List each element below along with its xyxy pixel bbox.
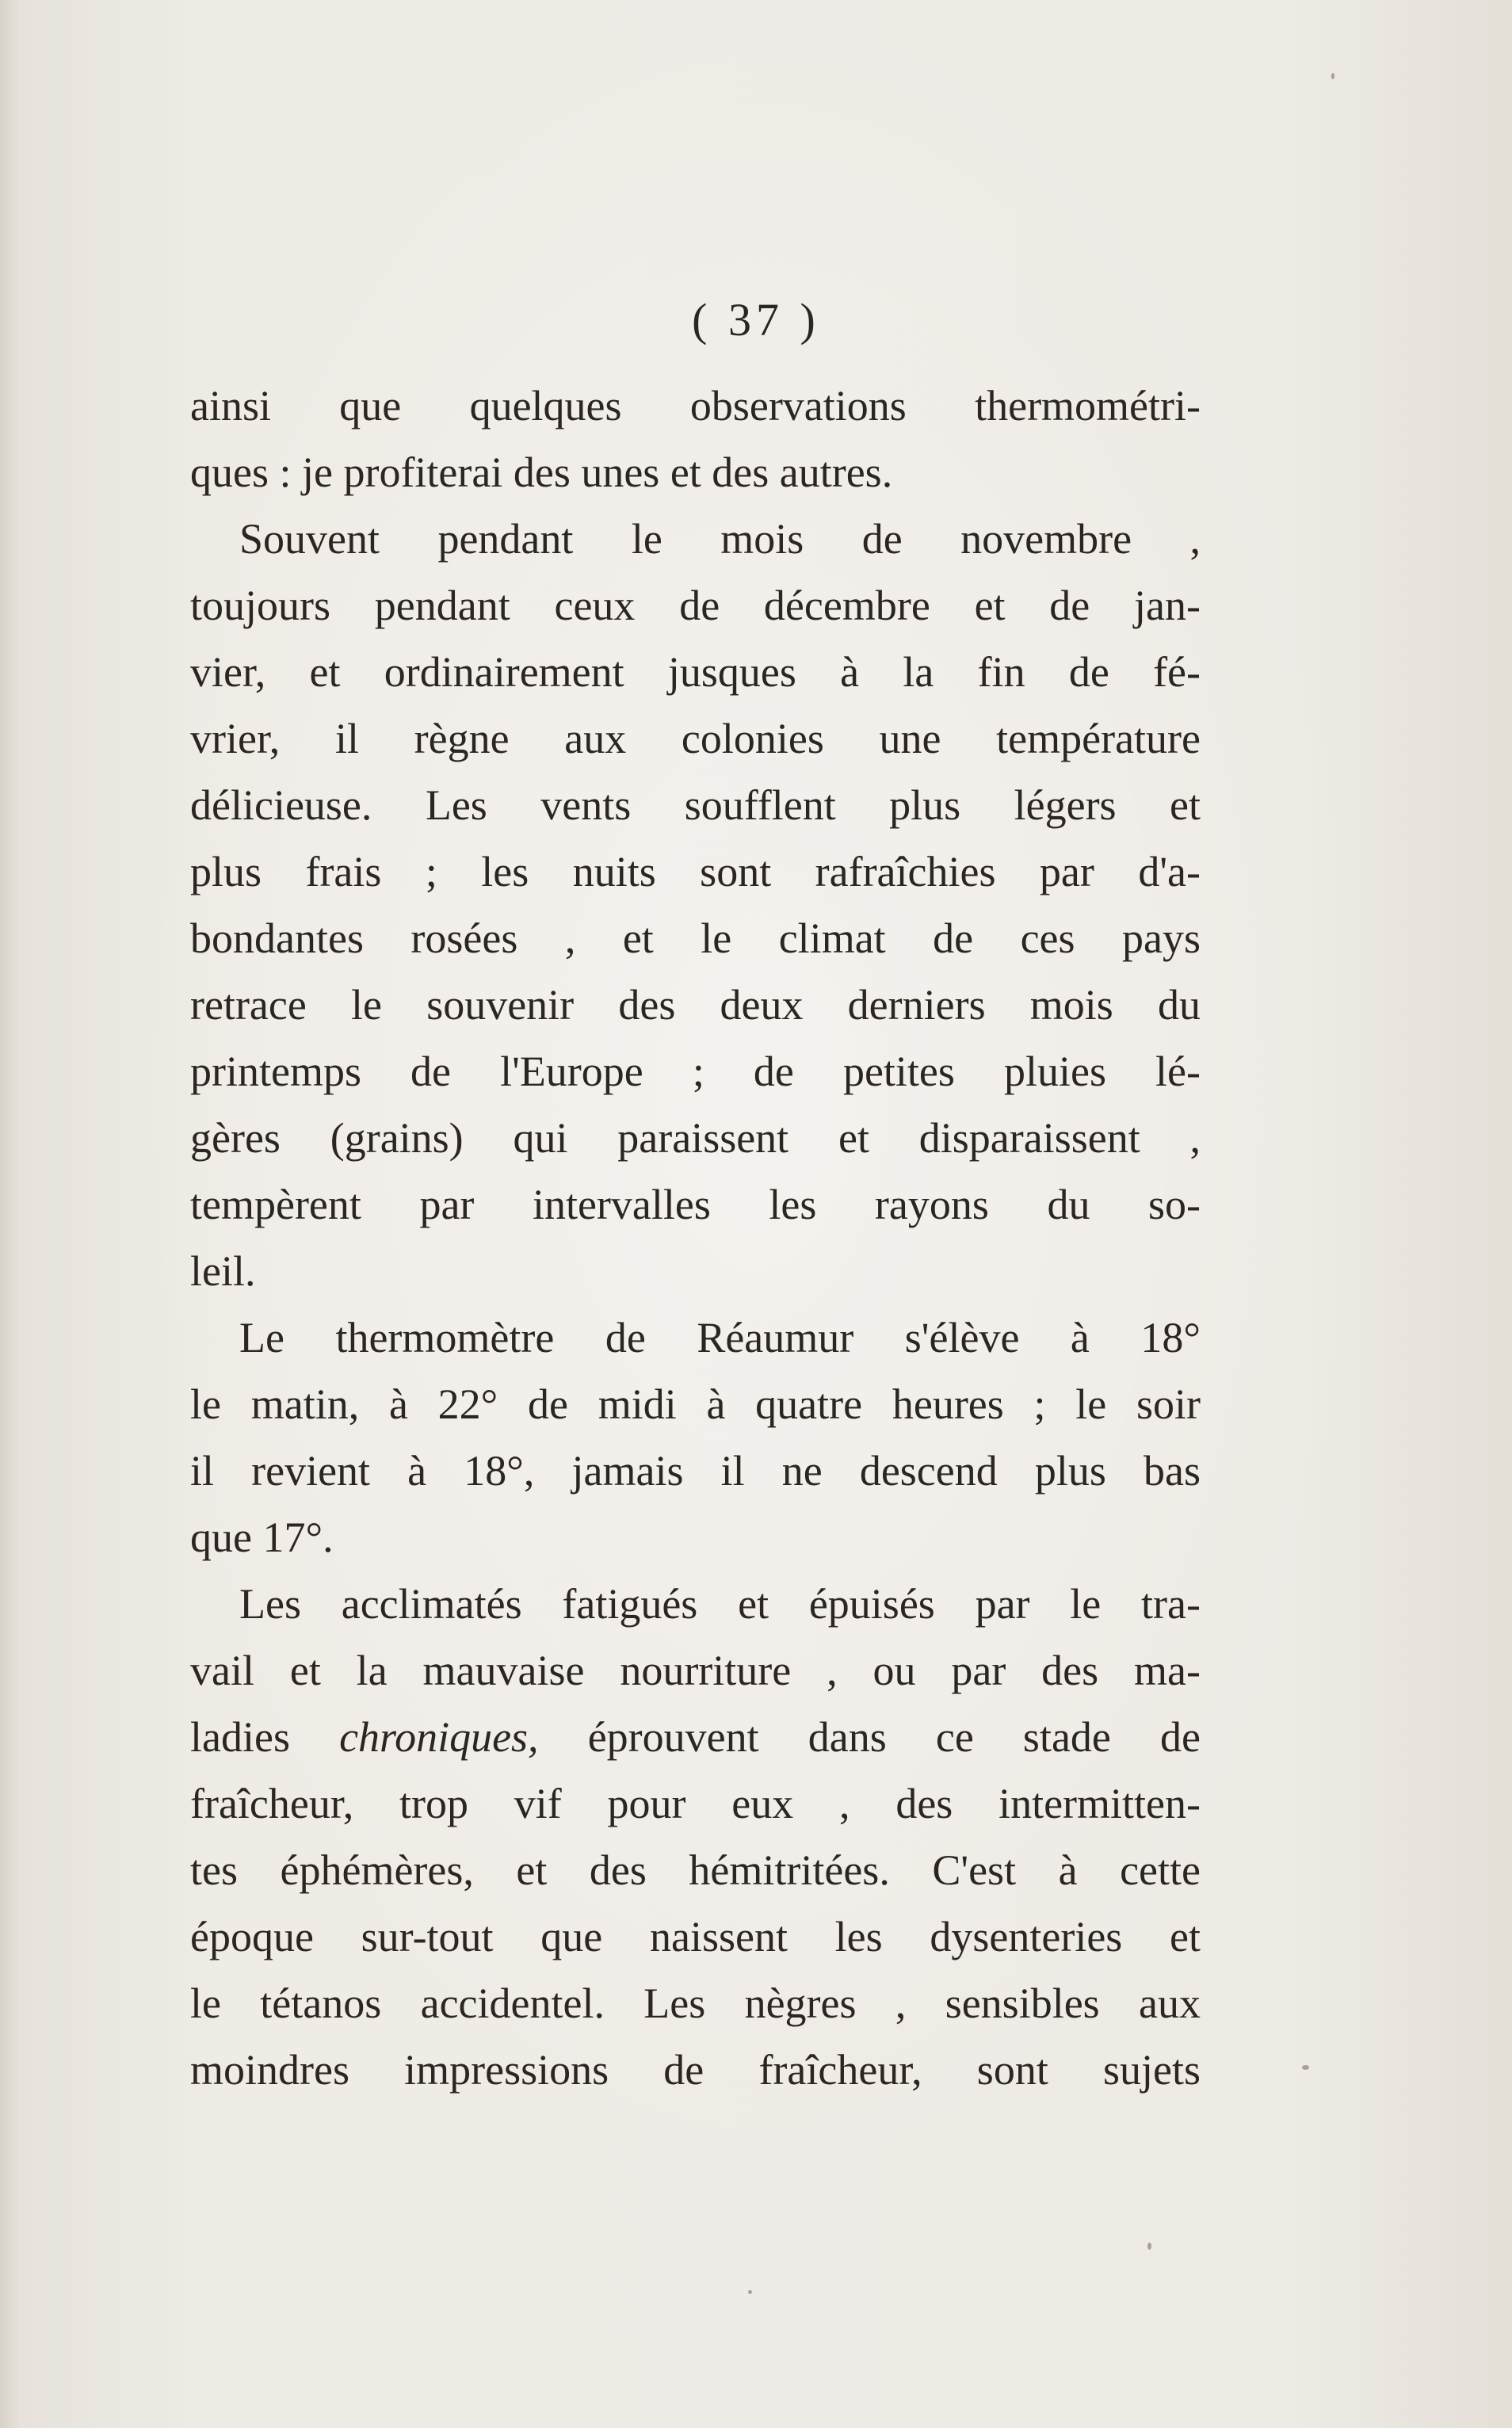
text-line: délicieuse. Les vents soufflent plus légers et — [190, 781, 1201, 829]
text-line: moindres impressions de fraîcheur, sont sujets — [190, 2046, 1201, 2094]
text-line: il revient à 18°, jamais il ne descend plus bas — [190, 1447, 1201, 1495]
text-line: leil. — [190, 1247, 256, 1295]
text-line: printemps de l'Europe ; de petites pluies lé- — [190, 1048, 1201, 1095]
text-line: vier, et ordinairement jusques à la fin de fé- — [190, 648, 1201, 696]
paper-speck — [1302, 2065, 1309, 2070]
text-line: bondantes rosées , et le climat de ces pays — [190, 914, 1201, 962]
paper-speck — [748, 2290, 752, 2294]
text-line: ques : je profiterai des unes et des autres. — [190, 449, 893, 496]
text-line: toujours pendant ceux de décembre et de jan- — [190, 582, 1201, 629]
page-number: ( 37 ) — [692, 294, 820, 345]
text-line: vail et la mauvaise nourriture , ou par des ma- — [190, 1647, 1201, 1694]
paper-speck — [1331, 73, 1334, 79]
text-line: tes éphémères, et des hémitritées. C'est à cette — [190, 1846, 1201, 1894]
text-line: vrier, il règne aux colonies une température — [190, 715, 1201, 762]
text-line: tempèrent par intervalles les rayons du so- — [190, 1181, 1201, 1228]
text-line: retrace le souvenir des deux derniers mois du — [190, 981, 1201, 1029]
text-line-with-italic — [190, 1704, 1201, 1770]
text-line: le tétanos accidentel. Les nègres , sensibles aux — [190, 1979, 1201, 2027]
text-line: ainsi que quelques observations thermométri- — [190, 382, 1201, 429]
body-text — [190, 372, 1201, 2103]
text-line: le matin, à 22° de midi à quatre heures ; le soir — [190, 1380, 1201, 1428]
text-line: Le thermomètre de Réaumur s'élève à 18° — [239, 1314, 1201, 1361]
text-line: fraîcheur, trop vif pour eux , des intermitten- — [190, 1780, 1201, 1827]
text-line: plus frais ; les nuits sont rafraîchies par d'a- — [190, 848, 1201, 895]
text-run: éprouvent dans ce stade de — [538, 1713, 1201, 1761]
paper-speck — [1147, 2243, 1151, 2250]
text-line: Les acclimatés fatigués et épuisés par le tra- — [239, 1580, 1201, 1628]
text-line: que 17°. — [190, 1514, 334, 1561]
page-gutter-shadow — [0, 0, 21, 2428]
italic-word: chroniques, — [339, 1713, 539, 1761]
text-run: ladies — [190, 1713, 340, 1761]
text-line: époque sur-tout que naissent les dysenteries et — [190, 1913, 1201, 1960]
text-line: Souvent pendant le mois de novembre , — [239, 515, 1201, 563]
text-line: gères (grains) qui paraissent et disparaissent , — [190, 1114, 1201, 1162]
